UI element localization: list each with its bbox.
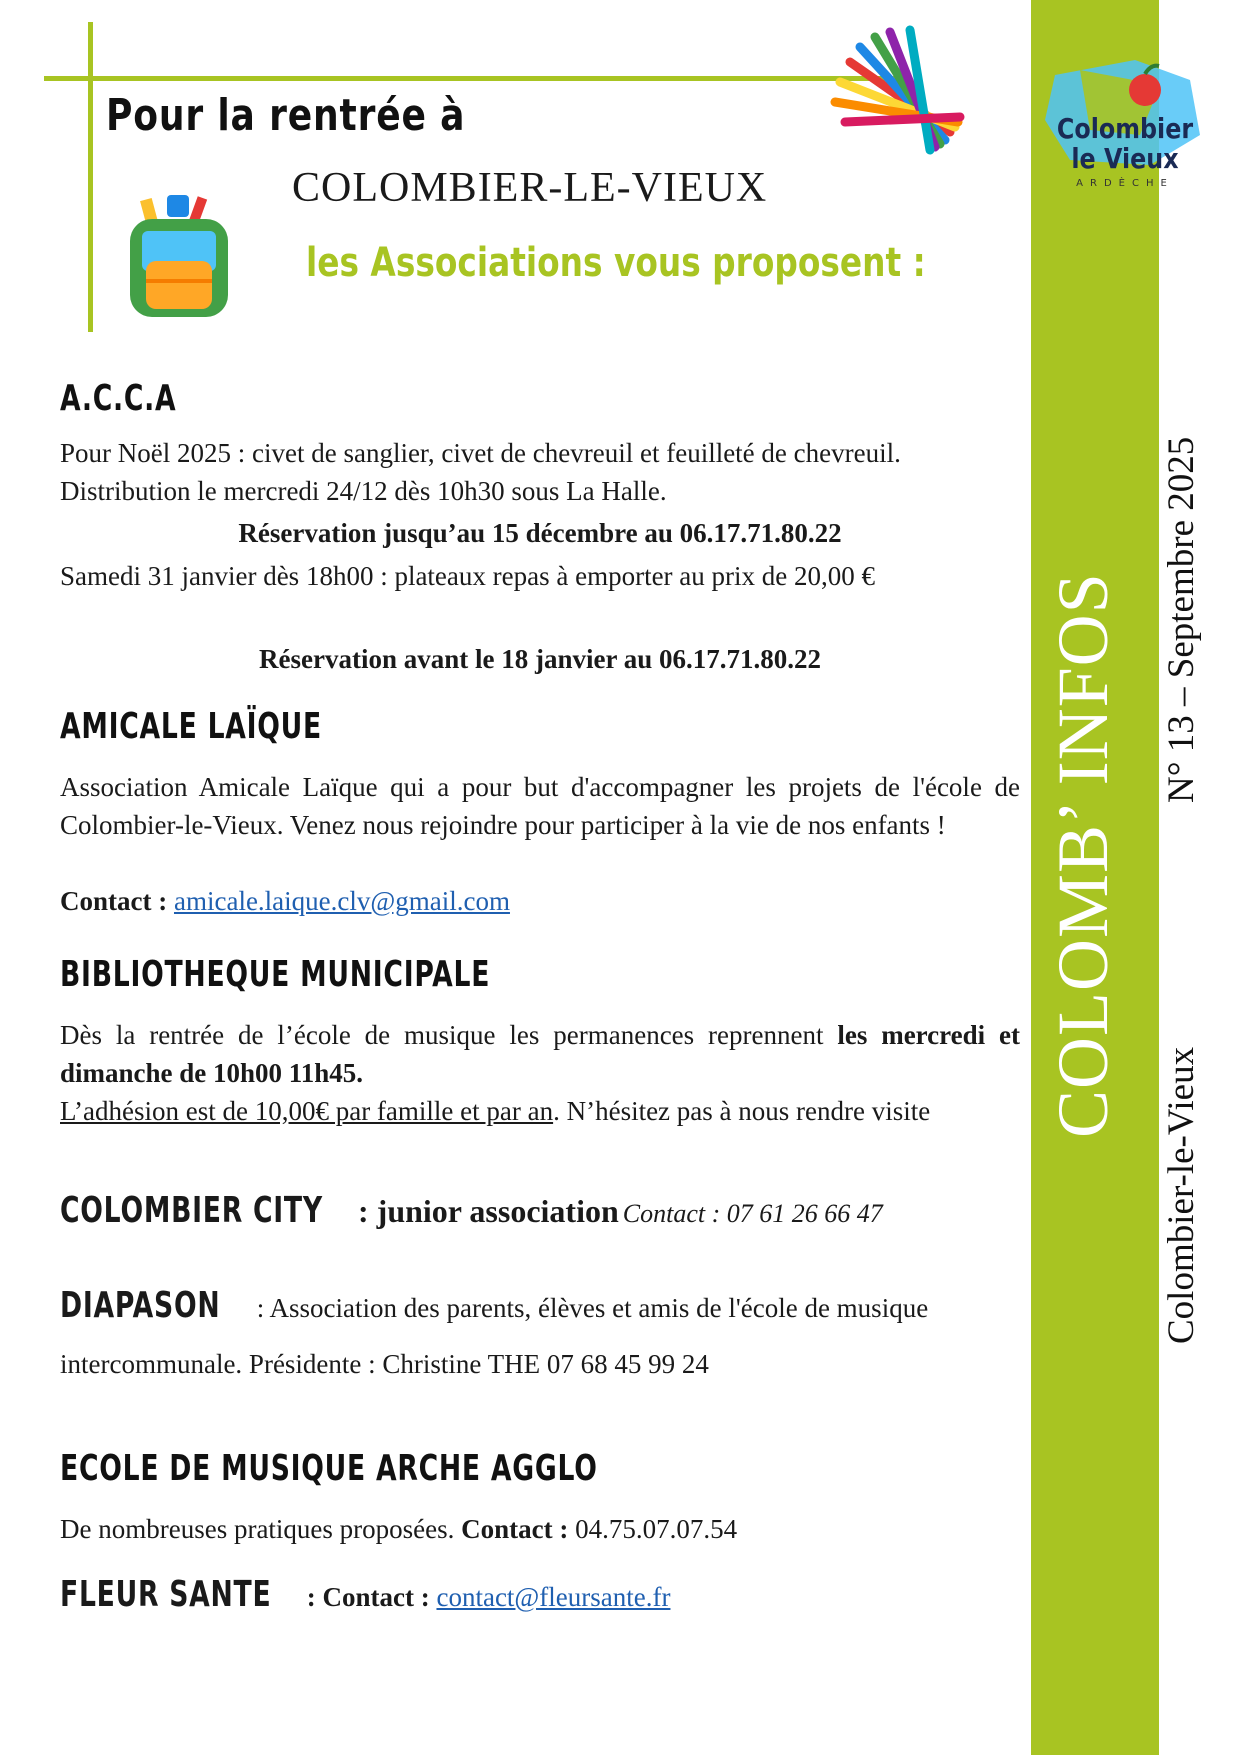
logo	[1040, 40, 1210, 200]
bibliotheque-hours: les mercredi et dimanche de 10h00 11h45.	[60, 1020, 1020, 1088]
pencils-illustration	[830, 22, 975, 157]
acca-heading: A.C.C.A	[60, 378, 177, 419]
header-frame-line	[44, 76, 904, 81]
bibliotheque-text1: Dès la rentrée de l’école de musique les permanences reprennent	[60, 1020, 838, 1050]
diapason-block	[60, 1278, 1020, 1392]
colombier-city-contact: Contact : 07 61 26 66 47	[622, 1199, 883, 1228]
ecole-description: De nombreuses pratiques proposées.	[60, 1514, 462, 1544]
colombier-city-heading: COLOMBIER CITY	[60, 1190, 323, 1231]
amicale-text: Association Amicale Laïque qui a pour but d'accompagner les projets de l'école de Colombier-le-Vieux. Venez nous rejoindre pour participer à la vie de nos enfants !	[60, 772, 1020, 840]
fleur-sante-email-link[interactable]: contact@fleursante.fr	[436, 1582, 671, 1612]
ecole-heading: ECOLE DE MUSIQUE ARCHE AGGLO	[60, 1448, 598, 1489]
issue-number: N° 13 – Septembre 2025	[1161, 436, 1202, 804]
ecole-phone: 04.75.07.07.54	[575, 1514, 738, 1544]
logo-text-line2: le Vieux	[1071, 142, 1179, 175]
ecole-text	[60, 1510, 1020, 1548]
header-line3: les Associations vous proposent :	[306, 240, 926, 286]
logo-text-line1: Colombier	[1056, 112, 1194, 145]
acca-reservation1: Réservation jusqu’au 15 décembre au 06.17.71.80.22	[238, 518, 842, 548]
colombier-city-line	[60, 1190, 1040, 1231]
amicale-email-link[interactable]: amicale.laique.clv@gmail.com	[173, 886, 510, 916]
acca-text2: Samedi 31 janvier dès 18h00 : plateaux repas à emporter au prix de 20,00 €	[60, 561, 876, 591]
diapason-text: : Association des parents, élèves et amis de l'école de musique intercommunale. Présidente : Christine THE 07 68 45 99 24	[60, 1293, 929, 1379]
fleur-sante-contact-label: : Contact :	[300, 1582, 437, 1612]
logo-region: ARDÈCHE	[1076, 178, 1174, 189]
bibliotheque-text	[60, 1016, 1020, 1130]
ecole-contact-label: Contact :	[461, 1514, 576, 1544]
town-name: Colombier-le-Vieux	[1161, 1046, 1202, 1344]
amicale-contact-label: Contact :	[60, 886, 174, 916]
diapason-heading: DIAPASON	[60, 1285, 221, 1326]
newsletter-title: COLOMB’ INFOS	[1043, 572, 1123, 1138]
bibliotheque-fee: L’adhésion est de 10,00€ par famille et par an	[60, 1096, 554, 1126]
acca-text1: Pour Noël 2025 : civet de sanglier, civet de chevreuil et feuilleté de chevreuil. Distribution le mercredi 24/12 dès 10h30 sous La Halle.	[60, 438, 901, 506]
fleur-sante-heading: FLEUR SANTE	[60, 1574, 272, 1615]
amicale-heading: AMICALE LAÏQUE	[60, 706, 323, 747]
bibliotheque-heading: BIBLIOTHEQUE MUNICIPALE	[60, 954, 491, 995]
bibliotheque-text2: . N’hésitez pas à nous rendre visite	[553, 1096, 931, 1126]
amicale-contact	[60, 882, 1020, 920]
backpack-illustration	[122, 195, 237, 320]
header-frame-line-vertical	[88, 22, 93, 332]
fleur-sante-line	[60, 1574, 1040, 1615]
header-town-name: COLOMBIER-LE-VIEUX	[292, 165, 768, 211]
header-line1: Pour la rentrée à	[106, 90, 466, 141]
colombier-city-sub: : junior association	[350, 1193, 619, 1229]
acca-reservation2: Réservation avant le 18 janvier au 06.17.71.80.22	[259, 644, 821, 674]
